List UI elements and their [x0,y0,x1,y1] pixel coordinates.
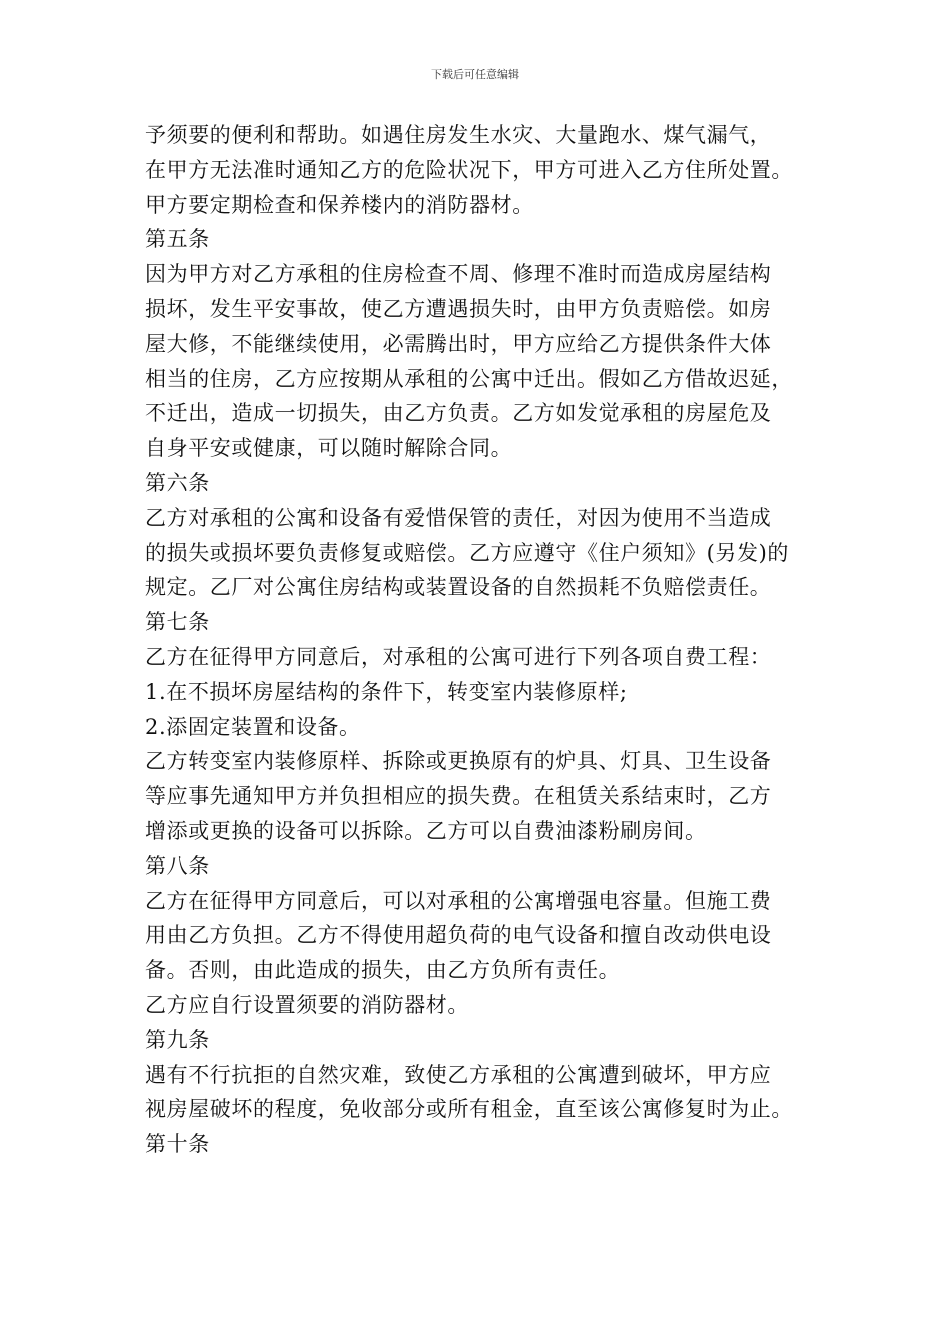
article-heading-5: 第五条 [145,227,210,252]
article-heading-6: 第六条 [145,470,210,495]
paragraph-line: 损坏，发生平安事故，使乙方遭遇损失时，由甲方负责赔偿。如房 [145,296,772,321]
paragraph-line: 自身平安或健康，可以随时解除合同。 [145,436,513,461]
list-item: 1.在不损坏房屋结构的条件下，转变室内装修原样; [145,679,628,704]
paragraph-line: 规定。乙厂对公寓住房结构或装置设备的自然损耗不负赔偿责任。 [145,575,772,600]
paragraph-line: 不迁出，造成一切损失，由乙方负责。乙方如发觉承租的房屋危及 [145,401,772,426]
paragraph-line: 视房屋破坏的程度，免收部分或所有租金，直至该公寓修复时为止。 [145,1097,793,1122]
paragraph-line: 的损失或损坏要负责修复或赔偿。乙方应遵守《住户须知》(另发)的 [145,540,789,565]
paragraph-line: 乙方对承租的公寓和设备有爱惜保管的责任，对因为使用不当造成 [145,505,772,530]
paragraph-line: 因为甲方对乙方承租的住房检查不周、修理不准时而造成房屋结构 [145,262,772,287]
paragraph-line: 乙方转变室内装修原样、拆除或更换原有的炉具、灯具、卫生设备 [145,749,772,774]
page-header: 下载后可任意编辑 [431,68,519,81]
paragraph-line: 乙方应自行设置须要的消防器材。 [145,992,469,1017]
paragraph-line: 等应事先通知甲方并负担相应的损失费。在租赁关系结束时，乙方 [145,784,772,809]
article-heading-9: 第九条 [145,1027,210,1052]
list-item: 2.添固定装置和设备。 [145,714,361,739]
paragraph-line: 用由乙方负担。乙方不得使用超负荷的电气设备和擅自改动供电设 [145,923,772,948]
article-heading-8: 第八条 [145,853,210,878]
article-heading-7: 第七条 [145,610,210,635]
article-heading-10: 第十条 [145,1132,210,1157]
paragraph-line: 乙方在征得甲方同意后，可以对承租的公寓增强电容量。但施工费 [145,888,772,913]
paragraph-line: 予须要的便利和帮助。如遇住房发生水灾、大量跑水、煤气漏气， [145,123,772,147]
paragraph-line: 乙方在征得甲方同意后，对承租的公寓可进行下列各项自费工程： [145,644,772,669]
paragraph-line: 遇有不行抗拒的自然灾难，致使乙方承租的公寓遭到破坏，甲方应 [145,1062,772,1087]
paragraph-line: 增添或更换的设备可以拆除。乙方可以自费油漆粉刷房间。 [145,818,707,843]
paragraph-line: 在甲方无法准时通知乙方的危险状况下，甲方可进入乙方住所处置。 [145,157,793,182]
paragraph-line: 甲方要定期检查和保养楼内的消防器材。 [145,192,534,217]
document-body [145,118,835,1162]
paragraph-line: 备。否则，由此造成的损失，由乙方负所有责任。 [145,958,621,983]
paragraph-line: 屋大修，不能继续使用，必需腾出时，甲方应给乙方提供条件大体 [145,331,772,356]
paragraph-line: 相当的住房，乙方应按期从承租的公寓中迁出。假如乙方借故迟延， [145,366,793,391]
